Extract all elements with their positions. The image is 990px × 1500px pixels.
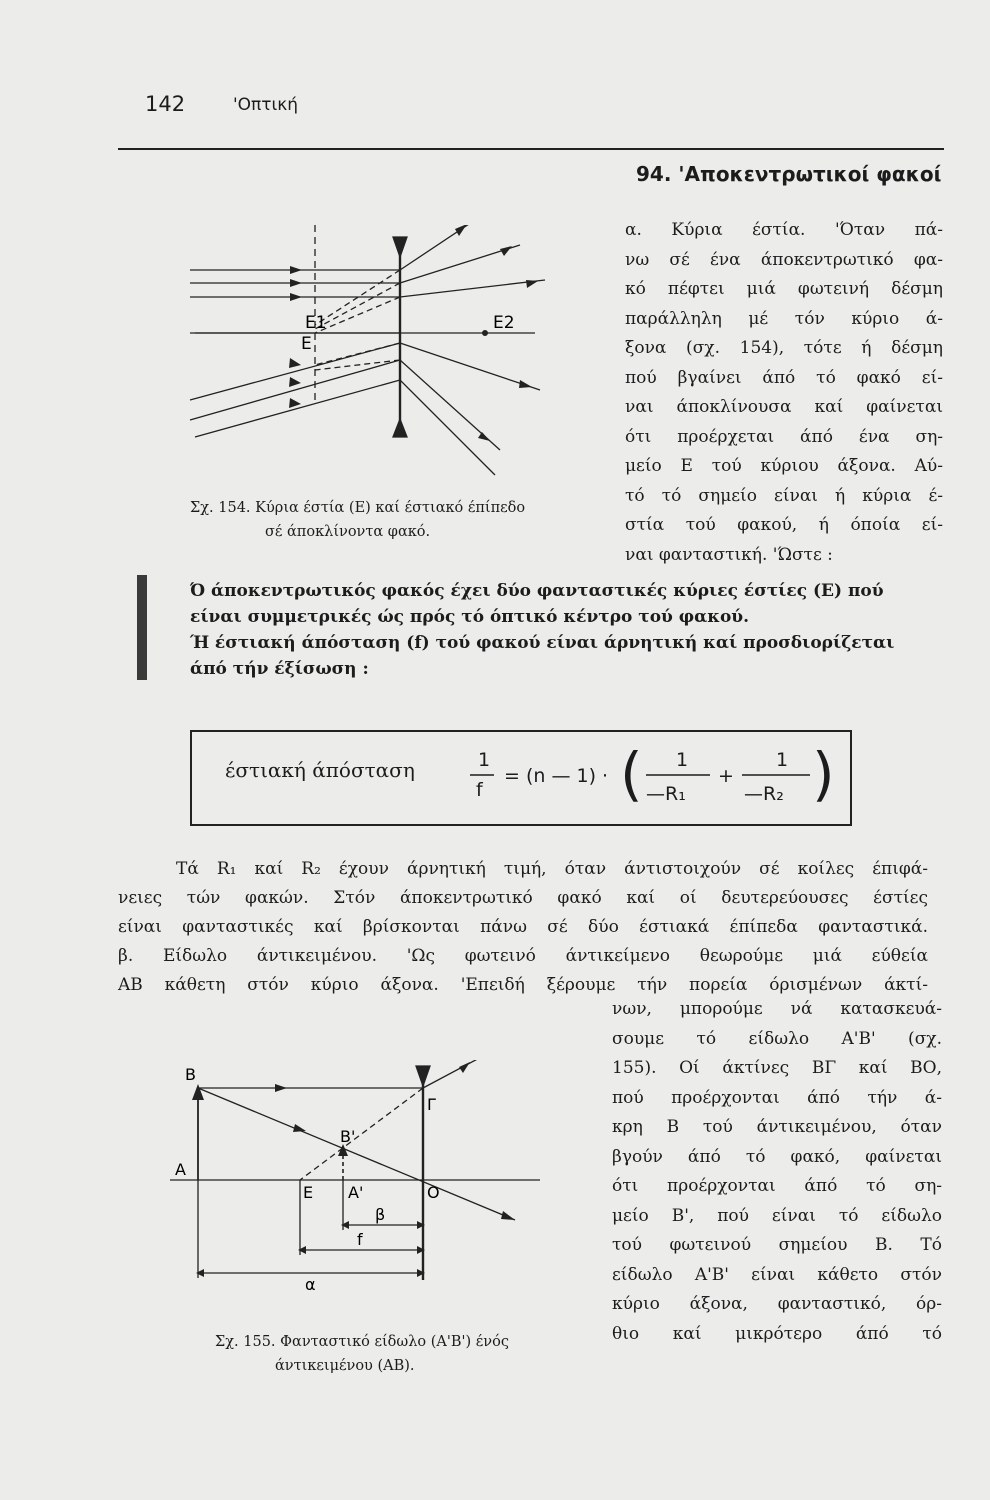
text-line: τού φωτεινού σημείου Β. Τό (612, 1235, 942, 1255)
text-line: κρη Β τού άντικειμένου, όταν (612, 1117, 942, 1137)
text-line: στία τού φακού, ή όποία εί- (625, 515, 943, 535)
text-line: νω σέ ένα άποκεντρωτικό φα- (625, 249, 943, 270)
label-b-prime: B' (340, 1127, 356, 1146)
text-line: κύριο άξονα, φανταστικό, όρ- (612, 1294, 942, 1314)
oblique-ray (195, 380, 400, 437)
dim-arrowhead (341, 1221, 349, 1229)
chapter-title: 'Οπτική (233, 95, 299, 115)
ray-arrowhead (459, 1062, 470, 1073)
header-rule (118, 148, 944, 150)
text-line: ναι άποκλίνουσα καί φαίνεται (625, 397, 943, 417)
text-line: πού προέρχονται άπό τήν ά- (612, 1087, 942, 1108)
label-e2: E2 (493, 313, 515, 333)
highlight-bar (137, 575, 147, 680)
label-a-prime: A' (348, 1183, 364, 1202)
text-line: βγούν άπό τό φακό, φαίνεται (612, 1146, 942, 1167)
figure155-text-column (612, 995, 942, 1349)
label-o: O (427, 1183, 440, 1202)
ray-arrowhead (500, 246, 512, 256)
text-line: ότι προέρχεται άπό ένα ση- (625, 426, 943, 447)
virtual-extension (315, 297, 400, 333)
label-alpha: α (305, 1275, 316, 1294)
label-e: E (303, 1183, 314, 1202)
text-line: είναι φανταστικές καί βρίσκονται πάνω σέ δύο έστιακά έπίπεδα φανταστικά. (118, 917, 928, 937)
ray-arrowhead (289, 377, 301, 387)
lens-top-arrow (416, 1066, 430, 1086)
equation-label: έστιακή άπόσταση (225, 758, 415, 782)
text-line: μείο Β', πού είναι τό είδωλο (612, 1205, 942, 1226)
text-line: νειες τών φακών. Στόν άποκεντρωτικό φακό καί οί δευτερεύουσες έστίες (118, 888, 928, 908)
label-a: A (175, 1160, 186, 1179)
text-line: παράλληλη μέ τόν κύριο ά- (625, 308, 943, 329)
text-line: θιο καί μικρότερο άπό τό (612, 1323, 942, 1344)
ray-arrowhead (289, 398, 301, 408)
ray-arrowhead (289, 358, 301, 368)
ray-arrowhead (501, 1211, 515, 1220)
text-line: ναι φανταστική. 'Ώστε : (625, 544, 833, 565)
text-line: μείο Ε τού κύριου άξονα. Αύ- (625, 456, 943, 476)
text-line: είναι συμμετρικές ώς πρός τό όπτικό κέντρο τού φακού. (190, 607, 750, 627)
eq-den3: —R₂ (744, 783, 784, 805)
ray-arrowhead (478, 432, 490, 441)
label-gamma: Γ (427, 1095, 436, 1114)
focal-point-e2 (482, 330, 488, 336)
ray-arrowhead (526, 280, 538, 288)
page-number: 142 (145, 92, 186, 116)
label-b: B (185, 1065, 196, 1084)
ray-arrowhead (519, 380, 532, 388)
refracted-ray-gamma (423, 1060, 485, 1088)
lens-bottom-arrow (393, 419, 407, 437)
label-e1: E1 (305, 313, 327, 333)
virtual-extension (300, 1088, 423, 1180)
highlight-statement (190, 578, 938, 682)
text-line: Ή έστιακή άπόσταση (f) τού φακού είναι άρνητική καί προσδιορίζεται (190, 633, 895, 653)
text-line: πού βγαίνει άπό τό φακό εί- (625, 367, 943, 388)
ray-arrowhead (290, 279, 302, 287)
caption-line: Σχ. 155. Φανταστικό είδωλο (Α'Β') ένός (215, 1334, 509, 1350)
dim-arrowhead (298, 1246, 306, 1254)
ray-arrowhead (290, 293, 302, 301)
text-line: σουμε τό είδωλο Α'Β' (σχ. (612, 1028, 942, 1049)
ray-arrowhead (275, 1084, 287, 1092)
label-e: E (301, 334, 312, 354)
caption-line: άντικειμένου (ΑΒ). (275, 1358, 415, 1374)
refracted-ray (400, 343, 540, 390)
section-text-column (625, 216, 943, 570)
text-line: β. Είδωλο άντικειμένου. 'Ως φωτεινό άντικείμενο θεωρούμε μιά εύθεία (118, 946, 928, 966)
caption-line: σέ άποκλίνοντα φακό. (265, 524, 431, 540)
eq-num1: 1 (478, 749, 491, 771)
label-beta: β (375, 1205, 386, 1224)
ray-arrowhead (455, 225, 467, 236)
eq-num3: 1 (776, 749, 789, 771)
eq-den1: f (476, 779, 483, 801)
eq-paren-left: ( (620, 740, 643, 808)
text-line: είδωλο Α'Β' είναι κάθετο στόν (612, 1264, 942, 1285)
refracted-ray (400, 380, 495, 475)
dim-arrowhead (196, 1269, 204, 1277)
text-line: Ό άποκεντρωτικός φακός έχει δύο φανταστικές κύριες έστίες (Ε) πού (190, 581, 884, 601)
figure-155-caption (215, 1330, 509, 1378)
section-title: 94. 'Αποκεντρωτικοί φακοί (636, 162, 942, 186)
ray-arrowhead (290, 266, 302, 274)
refracted-ray (400, 280, 545, 297)
text-line: α. Κύρια έστία. 'Όταν πά- (625, 220, 943, 240)
oblique-ray (190, 360, 400, 420)
text-line: νων, μπορούμε νά κατασκευά- (612, 999, 942, 1019)
text-line: 155). Οί άκτίνες ΒΓ καί ΒΟ, (612, 1058, 942, 1078)
equation-formula (460, 738, 845, 816)
text-line: τό τό σημείο είναι ή κύρια έ- (625, 485, 943, 506)
figure-154-diagram (150, 225, 610, 490)
text-line: ότι προέρχονται άπό τό ση- (612, 1176, 942, 1196)
text-line: άπό τήν έξίσωση : (190, 659, 369, 679)
eq-paren-right: ) (812, 740, 835, 808)
figure-154-caption (190, 496, 525, 544)
body-paragraph (118, 855, 928, 1000)
eq-num2: 1 (676, 749, 689, 771)
virtual-extension (315, 283, 400, 329)
figure-155-diagram (165, 1060, 545, 1300)
text-line: ΑΒ κάθετη στόν κύριο άξονα. 'Επειδή ξέρουμε τήν πορεία όρισμένων άκτί- (118, 975, 928, 995)
text-line: ξονα (σχ. 154), τότε ή δέσμη (625, 338, 943, 358)
lens-top-arrow (393, 237, 407, 257)
caption-line: Σχ. 154. Κύρια έστία (Ε) καί έστιακό έπίπεδο (190, 500, 526, 516)
label-f: f (357, 1230, 363, 1249)
eq-den2: —R₁ (646, 783, 686, 805)
eq-plus: + (718, 765, 734, 787)
eq-middle: = (n — 1) · (504, 765, 609, 787)
text-line: κό πέφτει μιά φωτεινή δέσμη (625, 279, 943, 299)
ray-arrowhead (293, 1124, 306, 1132)
object-arrowhead (192, 1084, 204, 1100)
text-line: Τά R₁ καί R₂ έχουν άρνητική τιμή, όταν άντιστοιχούν σέ κοίλες έπιφά- (176, 859, 928, 879)
